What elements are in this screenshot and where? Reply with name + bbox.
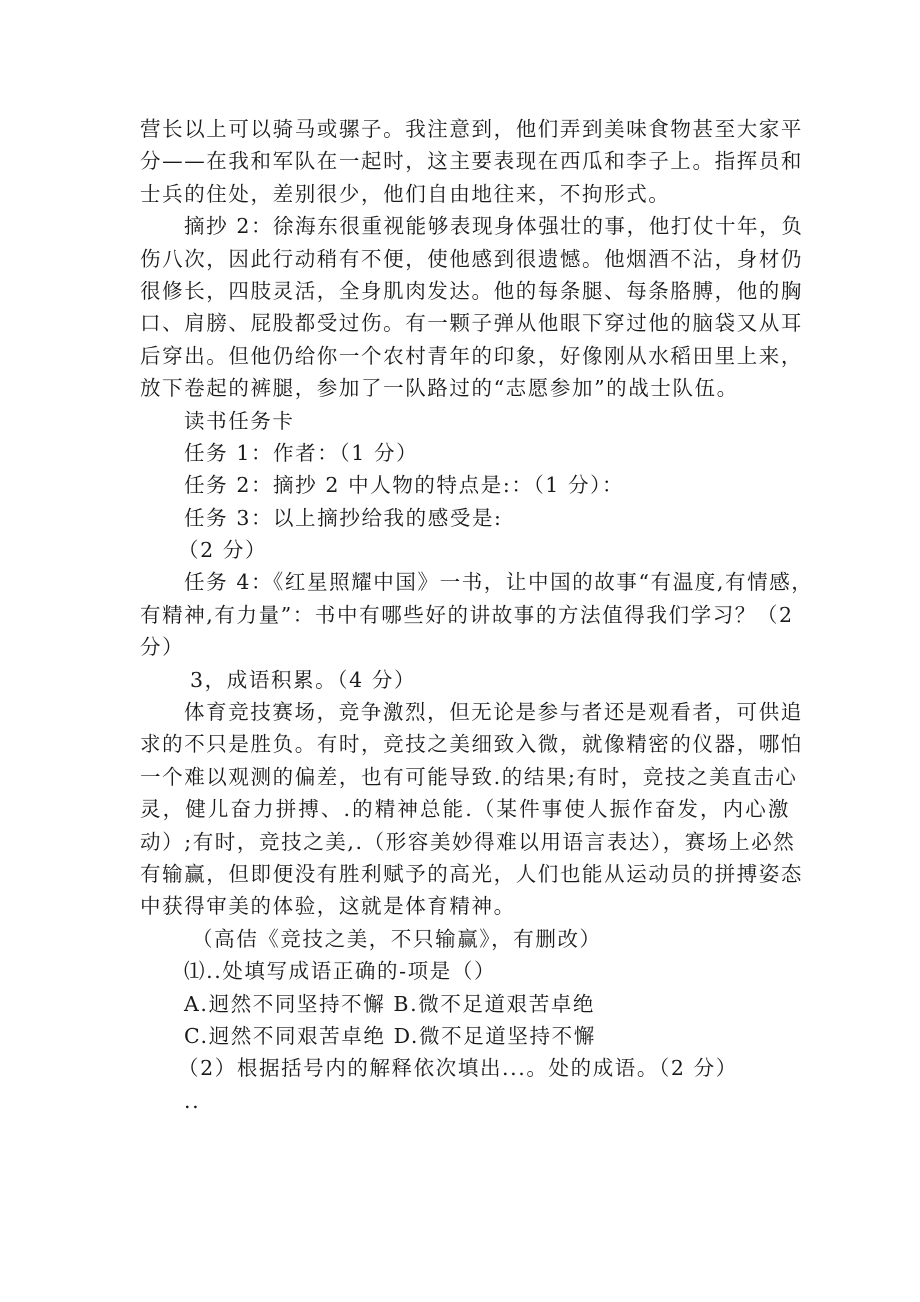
text-line: （2 分） [178,538,268,563]
text-line: 中获得审美的体验，这就是体育精神。 [140,894,516,919]
text-line: 任务 1：作者：（1 分） [184,440,419,465]
source-citation: （高佶《竞技之美，不只输赢》，有删改） [192,926,602,951]
text-line: 士兵的住处，差别很少，他们自由地往来，不拘形式。 [140,181,671,206]
question-line: （2）根据括号内的解释依次填出...。处的成语。（2 分） [178,1056,738,1081]
text-line: 营长以上可以骑马或骡子。我注意到，他们弄到美味食物甚至大家平 [140,117,803,141]
text-line: 任务 3：以上摘抄给我的感受是: [184,505,503,530]
text-line: 有输赢，但即便没有胜利赋予的高光，人们也能从运动员的拼搏姿态 [140,861,803,886]
text-line: 后穿出。但他仍给你一个农村青年的印象，好像刚从水稻田里上来， [140,343,803,368]
text-line: 任务 4：《红星照耀中国》一书，让中国的故事“有温度,有情感， [184,570,814,595]
text-line: 求的不只是胜负。有时，竞技之美细致入微，就像精密的仪器，哪怕 [140,732,803,757]
text-line: 很修长，四肢灵活，全身肌肉发达。他的每条腿、每条胳膊，他的胸 [140,278,803,303]
text-line: 动）;有时，竞技之美,.（形容美妙得难以用语言表达），赛场上必然 [140,829,796,854]
text-line: 分） [140,635,185,660]
option-line: C.迥然不同艰苦卓绝 D.微不足道坚持不懈 [184,1023,596,1048]
text-line: 摘抄 2：徐海东很重视能够表现身体强壮的事，他打仗十年，负 [184,214,804,239]
text-line: .. [184,1088,201,1113]
text-line: 一个难以观测的偏差，也有可能导致.的结果;有时，竞技之美直击心 [140,764,798,789]
option-line: A.迥然不同坚持不懈 B.微不足道艰苦卓绝 [184,991,596,1016]
text-line: 分——在我和军队在一起时，这主要表现在西瓜和李子上。指挥员和 [140,149,803,174]
text-line: 灵，健儿奋力拼搏、.的精神总能.（某件事使人振作奋发，内心激 [140,797,790,822]
document-page [140,113,814,1117]
text-line: 放下卷起的裤腿，参加了一队路过的“志愿参加”的战士队伍。 [140,376,739,401]
text-line: 读书任务卡 [184,408,295,433]
section-heading: 3，成语积累。（4 分） [190,667,417,692]
text-line: 口、肩膀、屁股都受过伤。有一颗子弹从他眼下穿过他的脑袋又从耳 [140,311,803,336]
text-line: 有精神,有力量”：书中有哪些好的讲故事的方法值得我们学习？（2 [140,602,794,627]
text-line: 伤八次，因此行动稍有不便，使他感到很遗憾。他烟酒不沾，身材仍 [140,246,803,271]
text-line: 体育竞技赛场，竞争激烈，但无论是参与者还是观看者，可供追 [184,700,803,725]
question-line: ⑴..处填写成语正确的-项是（） [184,959,497,984]
text-line: 任务 2：摘抄 2 中人物的特点是:：（1 分）： [184,473,625,498]
